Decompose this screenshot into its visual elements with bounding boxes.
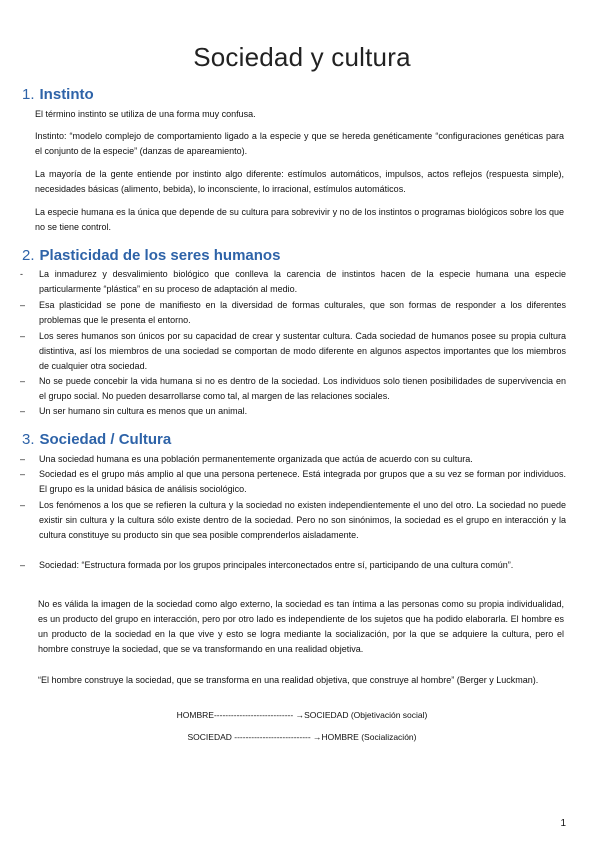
- list-item-text: Sociedad es el grupo más amplio al que una persona pertenece. Está integrada por grupos que a su vez se forman por individuos. El grupo es la unidad básica de análisis sociológico.: [39, 469, 566, 494]
- paragraph: Instinto: “modelo complejo de comportamiento ligado a la especie y que se hereda genéticamente “configuraciones genéticas para el conjunto de la especie” (danzas de apareamiento).: [35, 131, 564, 156]
- list-item-text: No se puede concebir la vida humana si no es dentro de la sociedad. Los individuos solo tienen posibilidades de supervivencia en el grupo social. No pueden desarrollarse como tal, al margen de las relaciones sociales.: [39, 376, 566, 401]
- document-title: Sociedad y cultura: [193, 42, 411, 72]
- bullet-dash: -: [20, 269, 23, 279]
- bullet-dash: –: [20, 406, 26, 416]
- paragraph: El término instinto se utiliza de una forma muy confusa.: [35, 109, 256, 119]
- section-title: Sociedad / Cultura: [39, 431, 172, 448]
- list-item-text: La inmadurez y desvalimiento biológico que conlleva la carencia de instintos hacen de la especie humana una especie particularmente “plástica” en su proceso de adaptación al medio.: [39, 269, 566, 294]
- list-item: [20, 467, 566, 497]
- paragraph: La especie humana es la única que depende de su cultura para sobrevivir y no de los instintos o programas biológicos sobre los que no se tiene control.: [35, 207, 564, 232]
- list-item: [20, 329, 566, 374]
- section-title: Plasticidad de los seres humanos: [39, 247, 281, 264]
- section-heading-instinto: [22, 86, 94, 103]
- paragraph: La mayoría de la gente entiende por instinto algo diferente: estímulos automáticos, impulsos, actos reflejos (respuesta simple), necesidades básicas (alimento, bebida), lo inconsciente, lo irracional, estímulos automáticos.: [35, 169, 564, 194]
- list-item-text: Sociedad: “Estructura formada por los grupos principales interconectados entre sí, participando de una cultura común”.: [39, 560, 514, 570]
- page-number: 1: [560, 818, 566, 829]
- diagram-line: SOCIEDAD --------------------------- →HOMBRE (Socialización): [187, 732, 417, 742]
- section-number: 3.: [22, 431, 35, 448]
- list-item: [20, 498, 566, 543]
- paragraph: No es válida la imagen de la sociedad como algo externo, la sociedad es tan íntima a las personas como su propia individualidad, es un producto del grupo en interacción, pero por otro lado es independiente de los sujetos que ha podido elaborarla. El hombre es un producto de la sociedad en la que vive y esto se logra mediante la socialización, por la que se adquiere la cultura, pero el hombre construye la sociedad, que se va transformando en una realidad objetiva.: [38, 599, 564, 654]
- section-number: 1.: [22, 86, 35, 103]
- section-number: 2.: [22, 247, 35, 264]
- bullet-dash: –: [20, 469, 26, 479]
- list-item: [20, 374, 566, 404]
- list-item: [20, 298, 566, 328]
- list-item-text: Una sociedad humana es una población permanentemente organizada que actúa de acuerdo con su cultura.: [39, 454, 473, 464]
- list-item-text: Los seres humanos son únicos por su capacidad de crear y sustentar cultura. Cada sociedad de humanos posee su propia cultura distintiva, así los miembros de una sociedad se comportan de modo diferente en algunos aspectos importantes que los miembros de cualquier otra sociedad.: [39, 331, 566, 371]
- list-item-text: Los fenómenos a los que se refieren la cultura y la sociedad no existen independientemente el uno del otro. La sociedad no puede existir sin cultura y la cultura sólo existe dentro de la sociedad. Pero no son sinónimos, la sociedad es el grupo en interacción y la cultura constituye su producto sin que sea posible comprenderlos aisladamente.: [39, 500, 566, 540]
- bullet-dash: –: [20, 454, 26, 464]
- diagram-line: HOMBRE---------------------------- →SOCIEDAD (Objetivación social): [176, 710, 428, 720]
- list-item: [20, 558, 566, 573]
- quote-paragraph: “El hombre construye la sociedad, que se transforma en una realidad objetiva, que construye al hombre” (Berger y Luckman).: [38, 675, 539, 685]
- section-title: Instinto: [39, 86, 94, 103]
- bullet-dash: –: [20, 376, 26, 386]
- section-heading-sociedad-cultura: [22, 431, 171, 448]
- list-item: [20, 452, 566, 467]
- list-item: [20, 267, 566, 297]
- list-item: [20, 404, 566, 419]
- list-item-text: Un ser humano sin cultura es menos que un animal.: [39, 406, 248, 416]
- bullet-dash: –: [20, 331, 26, 341]
- bullet-dash: –: [20, 500, 26, 510]
- bullet-dash: –: [20, 560, 26, 570]
- section-heading-plasticidad: [22, 247, 280, 264]
- list-item-text: Esa plasticidad se pone de manifiesto en la diversidad de formas culturales, que son formas de responder a los diferentes problemas que le presenta el entorno.: [39, 300, 566, 325]
- bullet-dash: –: [20, 300, 26, 310]
